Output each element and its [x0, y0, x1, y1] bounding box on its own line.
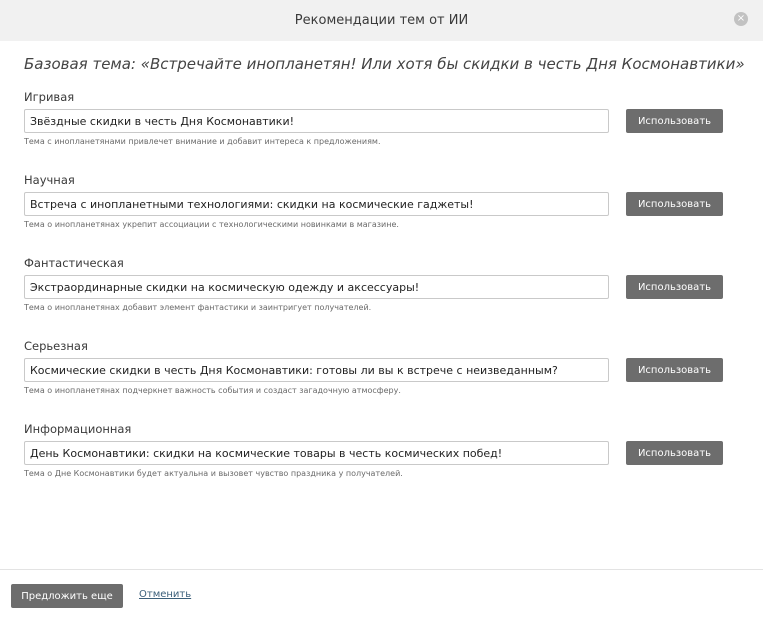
- use-button[interactable]: Использовать: [626, 109, 723, 133]
- suggestion-input[interactable]: [24, 109, 609, 133]
- suggestion-hint: Тема с инопланетянами привлечет внимание и добавит интереса к предложениям.: [24, 137, 381, 146]
- suggestion-hint: Тема о инопланетянах укрепит ассоциации с технологическими новинками в магазине.: [24, 220, 399, 229]
- suggestion-serious: [24, 339, 744, 395]
- cancel-link[interactable]: Отменить: [139, 589, 192, 600]
- use-button[interactable]: Использовать: [626, 441, 723, 465]
- suggestion-title: Информационная: [24, 422, 132, 436]
- use-button[interactable]: Использовать: [626, 192, 723, 216]
- dialog-title: Рекомендации тем от ИИ: [294, 13, 469, 28]
- suggestion-title: Научная: [24, 173, 75, 187]
- close-icon[interactable]: ×: [734, 12, 748, 26]
- suggest-more-button[interactable]: Предложить еще: [11, 584, 123, 608]
- suggestion-hint: Тема о инопланетянах подчеркнет важность события и создаст загадочную атмосферу.: [24, 386, 401, 395]
- suggestion-hint: Тема о инопланетянах добавит элемент фантастики и заинтригует получателей.: [24, 303, 372, 312]
- suggestion-input[interactable]: [24, 441, 609, 465]
- suggestion-input[interactable]: [24, 358, 609, 382]
- use-button[interactable]: Использовать: [626, 358, 723, 382]
- base-theme-label: Базовая тема: «Встречайте инопланетян! Или хотя бы скидки в честь Дня Космонавтики»: [24, 55, 745, 73]
- dialog-footer: [0, 569, 763, 617]
- suggestion-scientific: [24, 173, 744, 229]
- suggestion-input[interactable]: [24, 275, 609, 299]
- suggestion-title: Игривая: [24, 90, 75, 104]
- suggestion-title: Фантастическая: [24, 256, 124, 270]
- suggestion-hint: Тема о Дне Космонавтики будет актуальна и вызовет чувство праздника у получателей.: [24, 469, 403, 478]
- dialog-header: [0, 0, 763, 41]
- suggestion-title: Серьезная: [24, 339, 88, 353]
- suggestion-input[interactable]: [24, 192, 609, 216]
- suggestion-informational: [24, 422, 744, 478]
- use-button[interactable]: Использовать: [626, 275, 723, 299]
- suggestion-playful: [24, 90, 744, 146]
- suggestion-fantastic: [24, 256, 744, 312]
